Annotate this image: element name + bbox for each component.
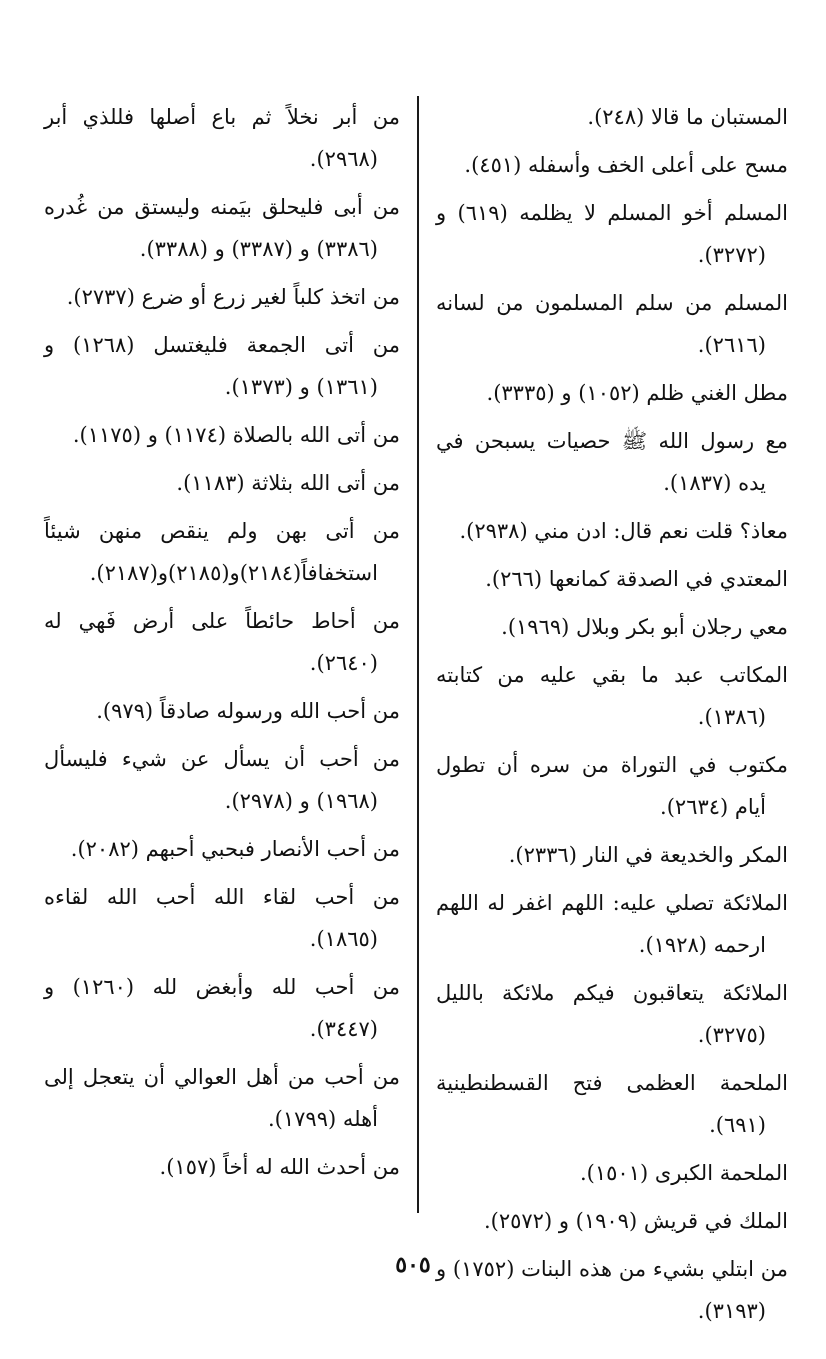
index-entry: المسلم أخو المسلم لا يظلمه (٦١٩) و (٣٢٧٢). (436, 201, 788, 267)
index-entry: الملحمة العظمى فتح القسطنطينية (٦٩١). (436, 1071, 788, 1137)
index-entry: معي رجلان أبو بكر وبلال (١٩٦٩). (501, 615, 788, 639)
index-entry: المسلم من سلم المسلمون من لسانه (٢٦١٦). (436, 291, 788, 357)
index-entry: من أحب لله وأبغض لله (١٢٦٠) و (٣٤٤٧). (44, 975, 400, 1041)
index-column-left (44, 96, 400, 1194)
index-column-right (436, 96, 788, 1338)
index-entry: من ابتلي بشيء من هذه البنات (١٧٥٢) و (٣١٩٣). (436, 1257, 788, 1323)
index-entry: مكتوب في التوراة من سره أن تطول أيام (٢٦٣٤). (436, 753, 788, 819)
index-entry: من أحب لقاء الله أحب الله لقاءه (١٨٦٥). (44, 885, 400, 951)
index-entry: الملائكة يتعاقبون فيكم ملائكة بالليل (٣٢٧٥). (436, 981, 788, 1047)
page-number: ٥٠٥ (395, 1252, 431, 1278)
index-entry: المكر والخديعة في النار (٢٣٣٦). (508, 843, 788, 867)
index-entry: من أتى الله بثلاثة (١١٨٣). (176, 471, 400, 495)
index-entry: المكاتب عبد ما بقي عليه من كتابته (١٣٨٦). (436, 663, 788, 729)
index-entry: المعتدي في الصدقة كمانعها (٢٦٦). (485, 567, 788, 591)
index-entry: معاذ؟ قلت نعم قال: ادن مني (٢٩٣٨). (459, 519, 788, 543)
index-entry: من اتخذ كلباً لغير زرع أو ضرع (٢٧٣٧). (66, 285, 400, 309)
index-entry: من أحب الأنصار فبحبي أحبهم (٢٠٨٢). (70, 837, 400, 861)
index-entry: الملحمة الكبرى (١٥٠١). (579, 1161, 788, 1185)
index-entry: الملك في قريش (١٩٠٩) و (٢٥٧٢). (483, 1209, 788, 1233)
index-entry: المستبان ما قالا (٢٤٨). (587, 105, 788, 129)
index-entry: الملائكة تصلي عليه: اللهم اغفر له اللهم ارحمه (١٩٢٨). (436, 891, 788, 957)
column-divider (417, 96, 419, 1213)
index-entry: من أتى الجمعة فليغتسل (١٢٦٨) و (١٣٦١) و (١٣٧٣). (44, 333, 400, 399)
index-entry: مع رسول الله ﷺ حصيات يسبحن في يده (١٨٣٧). (436, 429, 788, 495)
index-entry: من أحدث الله له أخاً (١٥٧). (159, 1155, 400, 1179)
index-entry: من أبر نخلاً ثم باع أصلها فللذي أبر (٢٩٦٨). (44, 105, 400, 171)
index-entry: من أبى فليحلق بيَمنه وليستق من غُدره (٣٣٨٦) و (٣٣٨٧) و (٣٣٨٨). (44, 195, 400, 261)
index-entry: من أحب الله ورسوله صادقاً (٩٧٩). (96, 699, 400, 723)
index-entry: من أحب من أهل العوالي أن يتعجل إلى أهله (١٧٩٩). (44, 1065, 400, 1131)
index-entry: من أتى بهن ولم ينقص منهن شيئاً استخفافاً(٢١٨٤)و(٢١٨٥)و(٢١٨٧). (44, 519, 400, 585)
index-entry: من أتى الله بالصلاة (١١٧٤) و (١١٧٥). (72, 423, 400, 447)
index-entry: مطل الغني ظلم (١٠٥٢) و (٣٣٣٥). (486, 381, 788, 405)
index-entry: مسح على أعلى الخف وأسفله (٤٥١). (464, 153, 788, 177)
index-entry: من أحب أن يسأل عن شيء فليسأل (١٩٦٨) و (٢٩٧٨). (44, 747, 400, 813)
index-entry: من أحاط حائطاً على أرض فَهي له (٢٦٤٠). (44, 609, 400, 675)
